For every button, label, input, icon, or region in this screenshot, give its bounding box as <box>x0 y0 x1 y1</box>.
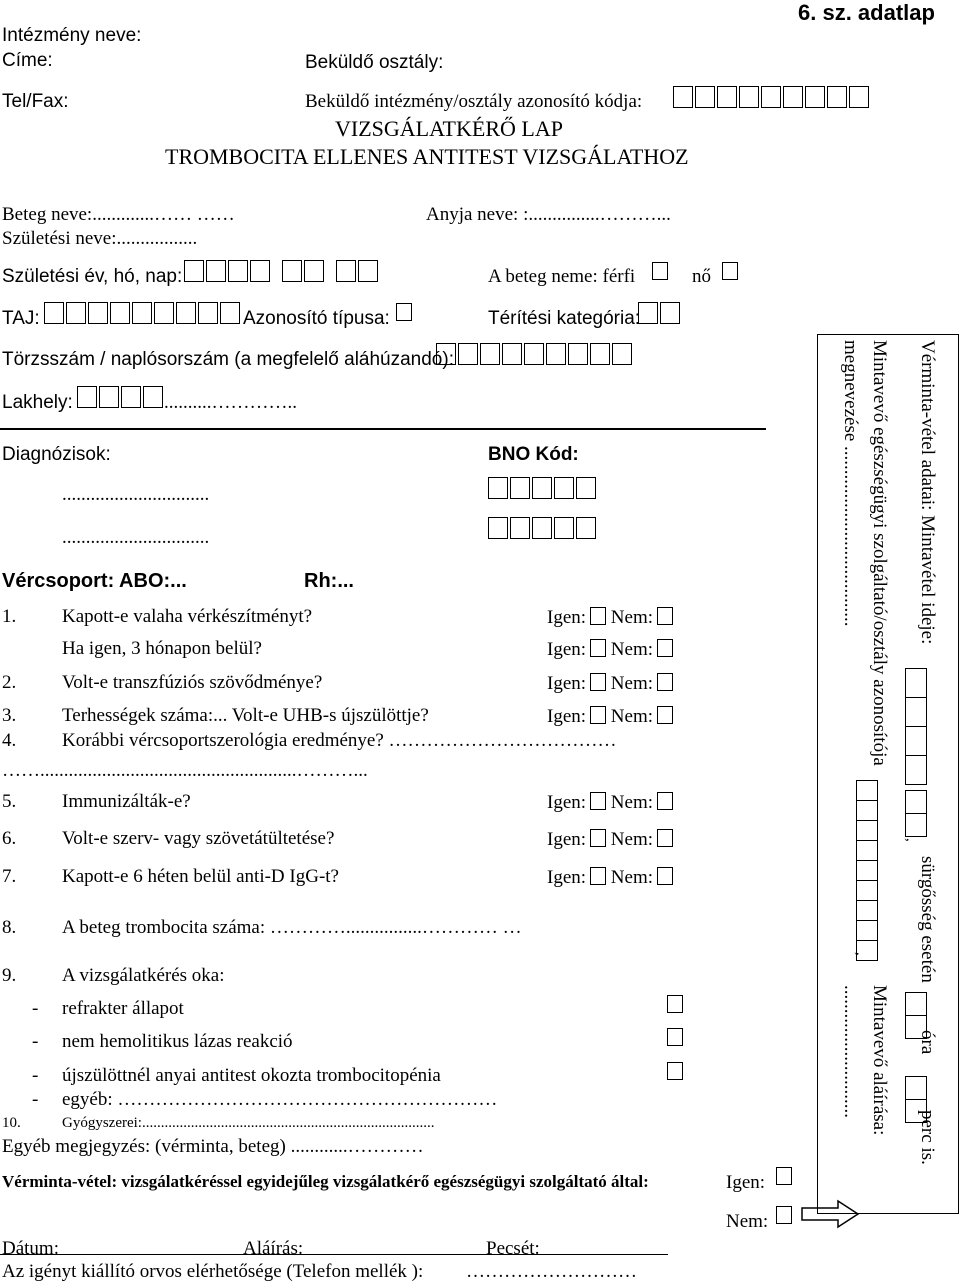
q7-number: 7. <box>2 866 17 887</box>
q5-yes-checkbox[interactable] <box>590 792 606 810</box>
q7-answer <box>547 867 673 887</box>
diagnosis-line-1[interactable]: ............................... <box>62 484 210 505</box>
q7-no-checkbox[interactable] <box>657 867 673 885</box>
reason-neonatal: újszülöttnél anyai antitest okozta trombocitopénia <box>62 1065 441 1086</box>
male-checkbox[interactable] <box>652 262 668 282</box>
q6-no-checkbox[interactable] <box>657 829 673 847</box>
sampler-signature-dots[interactable]: ............................ <box>840 985 861 1118</box>
urgency-label: sürgősség esetén <box>917 856 938 983</box>
q1-no-checkbox[interactable] <box>657 607 673 625</box>
q1-number: 1. <box>2 606 17 627</box>
yes-label: Igen: <box>547 639 587 660</box>
yes-label: Igen: <box>547 829 587 850</box>
q7-text: Kapott-e 6 héten belül anti-D IgG-t? <box>62 866 339 887</box>
provider-name-label: megnevezése ...................................... <box>840 340 861 627</box>
yes-label: Igen: <box>547 706 587 727</box>
sampling-label: Vérminta-vétel: vizsgálatkéréssel egyidejűleg vizsgálatkérő egészségügyi szolgáltató által: <box>2 1172 649 1191</box>
reason-febrile-checkbox[interactable] <box>667 1028 683 1048</box>
contact-dots[interactable]: ……………………… <box>466 1261 637 1282</box>
id-type-label: Azonosító típusa: <box>243 308 390 329</box>
q6-number: 6. <box>2 828 17 849</box>
q5-text: Immunizálták-e? <box>62 791 191 812</box>
no-label: Nem: <box>610 706 654 727</box>
no-label: Nem: <box>610 673 654 694</box>
reason-neonatal-checkbox[interactable] <box>667 1062 683 1082</box>
abo-label: Vércsoport: ABO:... <box>2 570 187 592</box>
sampler-signature-label: Mintavevő aláírása: <box>869 985 890 1136</box>
diagnosis-line-2[interactable]: ............................... <box>62 527 210 548</box>
q1b-yes-checkbox[interactable] <box>590 639 606 657</box>
q6-yes-checkbox[interactable] <box>590 829 606 847</box>
reason-refractory: refrakter állapot <box>62 998 184 1019</box>
reason-dash: - <box>32 1065 39 1086</box>
sampling-time-label: Vérminta-vétel adatai: Mintavétel ideje: <box>917 340 938 645</box>
q3-number: 3. <box>2 705 17 726</box>
provider-id-label: Mintavevő egészségügyi szolgáltató/osztály azonosítója <box>869 340 890 766</box>
section-divider <box>0 428 766 430</box>
birth-name-label: Születési neve:................. <box>2 228 198 249</box>
q1b-answer <box>547 639 673 659</box>
sampling-date-boxes[interactable] <box>905 668 927 785</box>
stamp-label: Pecsét: <box>486 1238 540 1259</box>
q3-text: Terhességek száma:... Volt-e UHB-s újszülöttje? <box>62 705 429 726</box>
payment-category-boxes[interactable] <box>638 302 682 324</box>
female-checkbox[interactable] <box>722 262 738 282</box>
date-label: Dátum: <box>2 1238 59 1259</box>
id-type-checkbox[interactable] <box>396 303 412 323</box>
q4-text: Korábbi vércsoportszerológia eredménye? ……………………………… <box>62 730 617 751</box>
female-label: nő <box>692 266 711 287</box>
q4-number: 4. <box>2 730 17 751</box>
sampling-yes-label: Igen: <box>726 1172 766 1193</box>
q2-answer <box>547 673 673 693</box>
minute-label: perc is. <box>917 1110 938 1165</box>
sampling-month-boxes[interactable] <box>905 790 927 837</box>
payment-category-label: Térítési kategória: <box>488 308 641 329</box>
q1b-text: Ha igen, 3 hónapon belül? <box>62 638 262 659</box>
bno-label: BNO Kód: <box>488 444 579 465</box>
reason-refractory-checkbox[interactable] <box>667 995 683 1015</box>
q5-answer <box>547 792 673 812</box>
sampling-no-checkbox[interactable] <box>776 1206 792 1226</box>
q9-text: A vizsgálatkérés oka: <box>62 965 225 986</box>
provider-id-boxes[interactable] <box>856 780 878 961</box>
reason-dash: - <box>32 998 39 1019</box>
patient-name-label: Beteg neve:.............…… …… <box>2 204 235 225</box>
address-label: Címe: <box>2 50 53 71</box>
diagnoses-label: Diagnózisok: <box>2 444 111 465</box>
q8-text[interactable]: A beteg trombocita száma: …………................………… … <box>62 917 522 938</box>
q3-no-checkbox[interactable] <box>657 706 673 724</box>
q1-answer <box>547 607 673 627</box>
q8-number: 8. <box>2 917 17 938</box>
contact-label: Az igényt kiállító orvos elérhetősége (Telefon mellék ): <box>2 1261 424 1282</box>
sex-label: A beteg neme: férfi <box>488 266 636 287</box>
taj-boxes[interactable] <box>44 302 242 324</box>
rh-label: Rh:... <box>304 570 354 592</box>
bno-code-2-boxes[interactable] <box>488 517 598 539</box>
residence-boxes[interactable] <box>77 386 165 408</box>
form-number: 6. sz. adatlap <box>798 0 935 25</box>
reason-dash: - <box>32 1031 39 1052</box>
residence-label: Lakhely: <box>2 392 73 413</box>
separator-comma: , <box>903 838 919 842</box>
q2-no-checkbox[interactable] <box>657 673 673 691</box>
taj-label: TAJ: <box>2 308 40 329</box>
sampling-no-label: Nem: <box>726 1211 769 1232</box>
no-label: Nem: <box>610 829 654 850</box>
residence-dots: ..........………….. <box>164 392 297 413</box>
q1-text: Kapott-e valaha vérkészítményt? <box>62 606 313 627</box>
signature-underline <box>0 1254 668 1255</box>
q6-answer <box>547 829 673 849</box>
q3-answer <box>547 706 673 726</box>
q2-yes-checkbox[interactable] <box>590 673 606 691</box>
remarks-label[interactable]: Egyéb megjegyzés: (vérminta, beteg) ............………… <box>2 1136 424 1157</box>
q2-text: Volt-e transzfúziós szövődménye? <box>62 672 323 693</box>
sending-id-boxes[interactable] <box>673 86 871 108</box>
mother-name-label: Anyja neve: :...............………... <box>426 204 671 225</box>
q1-yes-checkbox[interactable] <box>590 607 606 625</box>
signature-label: Aláírás: <box>243 1238 304 1259</box>
form-title-line2: TROMBOCITA ELLENES ANTITEST VIZSGÁLATHOZ <box>165 144 689 169</box>
sending-id-label: Beküldő intézmény/osztály azonosító kódja: <box>305 91 643 112</box>
institution-label: Intézmény neve: <box>2 25 142 46</box>
yes-label: Igen: <box>547 867 587 888</box>
hour-label: óra <box>917 1030 938 1055</box>
form-title-line1: VIZSGÁLATKÉRŐ LAP <box>335 116 563 141</box>
reason-febrile: nem hemolitikus lázas reakció <box>62 1031 293 1052</box>
no-label: Nem: <box>610 792 654 813</box>
q4-continuation[interactable]: ……......................................................………... <box>2 760 368 781</box>
minute-boxes[interactable] <box>905 1076 927 1123</box>
no-label: Nem: <box>610 867 654 888</box>
q7-yes-checkbox[interactable] <box>590 867 606 885</box>
q6-text: Volt-e szerv- vagy szövetátültetése? <box>62 828 335 849</box>
q10-text[interactable]: Gyógyszerei:.............................................................................. <box>62 1115 435 1131</box>
q1b-no-checkbox[interactable] <box>657 639 673 657</box>
hour-boxes[interactable] <box>905 992 927 1039</box>
sending-dept-label: Beküldő osztály: <box>305 52 444 73</box>
no-label: Nem: <box>610 607 654 628</box>
q5-no-checkbox[interactable] <box>657 792 673 810</box>
q9-number: 9. <box>2 965 17 986</box>
yes-label: Igen: <box>547 673 587 694</box>
reason-other[interactable]: egyéb: …………………………………………………… <box>62 1089 498 1110</box>
birth-date-label: Születési év, hó, nap: <box>2 266 183 287</box>
birth-date-boxes[interactable] <box>184 260 380 282</box>
sampling-yes-checkbox[interactable] <box>776 1167 792 1187</box>
q2-number: 2. <box>2 672 17 693</box>
reason-dash: - <box>32 1089 39 1110</box>
no-label: Nem: <box>610 639 654 660</box>
telfax-label: Tel/Fax: <box>2 91 69 112</box>
yes-label: Igen: <box>547 792 587 813</box>
register-boxes[interactable] <box>436 343 634 365</box>
bno-code-1-boxes[interactable] <box>488 477 598 499</box>
q3-yes-checkbox[interactable] <box>590 706 606 724</box>
separator-comma: , <box>853 952 869 956</box>
q10-number: 10. <box>2 1115 21 1131</box>
yes-label: Igen: <box>547 607 587 628</box>
register-label: Törzsszám / naplósorszám (a megfelelő aláhúzandó): <box>2 349 454 370</box>
q5-number: 5. <box>2 791 17 812</box>
